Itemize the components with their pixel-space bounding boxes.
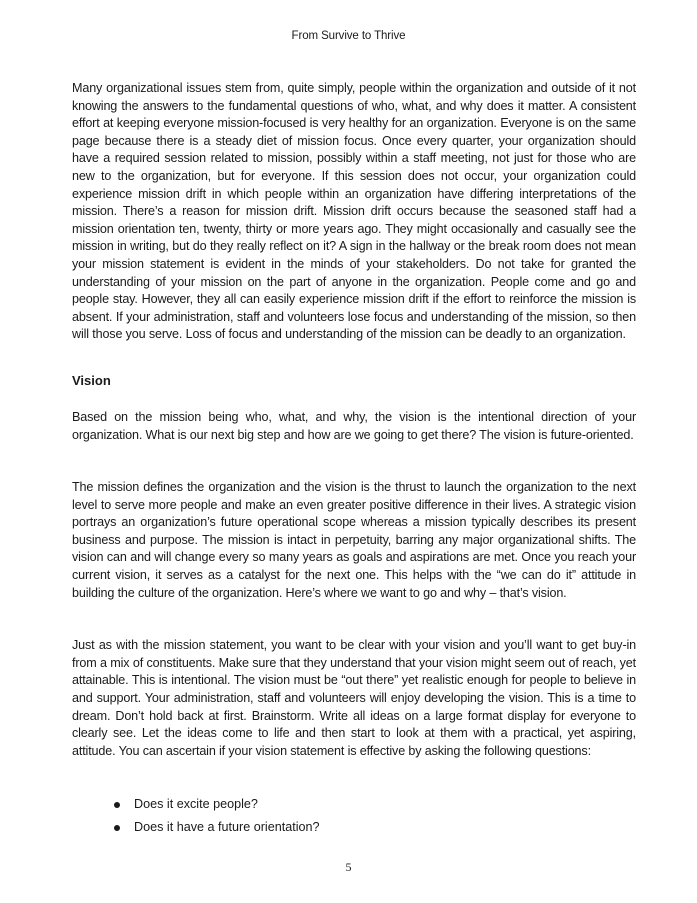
- question-item: [112, 793, 636, 816]
- question-text: Does it have a future orientation?: [134, 820, 320, 835]
- page-number: 5: [345, 860, 352, 874]
- question-list: [112, 793, 636, 839]
- paragraph-vision-buyin: Just as with the mission statement, you want to be clear with your vision and you’ll want to get buy-in from a mix of constituents. Make sure that they understand that your vision might seem out of reach, yet attainable. This is intentional. The vision must be “out there” yet realistic enough for people to believe in and support. Your administration, staff and volunteers will enjoy developing the vision. This is a time to dream. Don’t hold back at first. Brainstorm. Write all ideas on a large format display for everyone to clearly see. Let the ideas come to life and then start to look at them with a practical, yet aspiring, attitude. You can ascertain if your vision statement is effective by asking the following questions:: [72, 638, 636, 758]
- bullet-icon: [114, 825, 120, 831]
- page-body: [72, 80, 636, 839]
- question-item: [112, 816, 636, 839]
- bullet-icon: [114, 802, 120, 808]
- paragraph-vision-thrust: The mission defines the organization and the vision is the thrust to launch the organization to the next level to serve more people and make an even greater positive difference in their lives. A strategic vision portrays an organization’s future operational scope whereas a mission typically describes its present business and purpose. The mission is intact in perpetuity, barring any major organizational shifts. The vision can and will change every so many years as goals and aspirations are met. Once you reach your current vision, it serves as a catalyst for the next one. This helps with the “we can do it” attitude in building the culture of the organization. Here’s where we want to go and why – that’s vision.: [72, 480, 636, 600]
- paragraph-vision-intro: Based on the mission being who, what, and why, the vision is the intentional direction of your organization. What is our next big step and how are we going to get there? The vision is future-oriented.: [72, 409, 636, 442]
- section-heading-vision: Vision: [72, 372, 111, 388]
- paragraph-mission-drift: Many organizational issues stem from, quite simply, people within the organization and outside of it not knowing the answers to the fundamental questions of who, what, and why does it matter. A consistent effort at keeping everyone mission-focused is very healthy for an organization. Everyone is on the same page because there is a steady diet of mission focus. Once every quarter, your organization should have a required session related to mission, possibly within a staff meeting, not just for those who are new to the organization, but for everyone. If this session does not occur, your organization could experience mission drift in which people within an organization have differing interpretations of the mission. There’s a reason for mission drift. Mission drift occurs because the seasoned staff had a mission orientation ten, twenty, thirty or more years ago. They might occasionally and casually see the mission in writing, but do they really reflect on it? A sign in the hallway or the break room does not mean your mission statement is evident in the minds of your stakeholders. Do not take for granted the understanding of your mission on the part of anyone in the organization. People come and go and people stay. However, they all can easily experience mission drift if the effort to reinforce the mission is absent. If your administration, staff and volunteers lose focus and understanding of the mission, so then will those you serve. Loss of focus and understanding of the mission can be deadly to an organization.: [72, 81, 636, 342]
- running-header: From Survive to Thrive: [291, 30, 406, 42]
- question-text: Does it excite people?: [134, 797, 258, 812]
